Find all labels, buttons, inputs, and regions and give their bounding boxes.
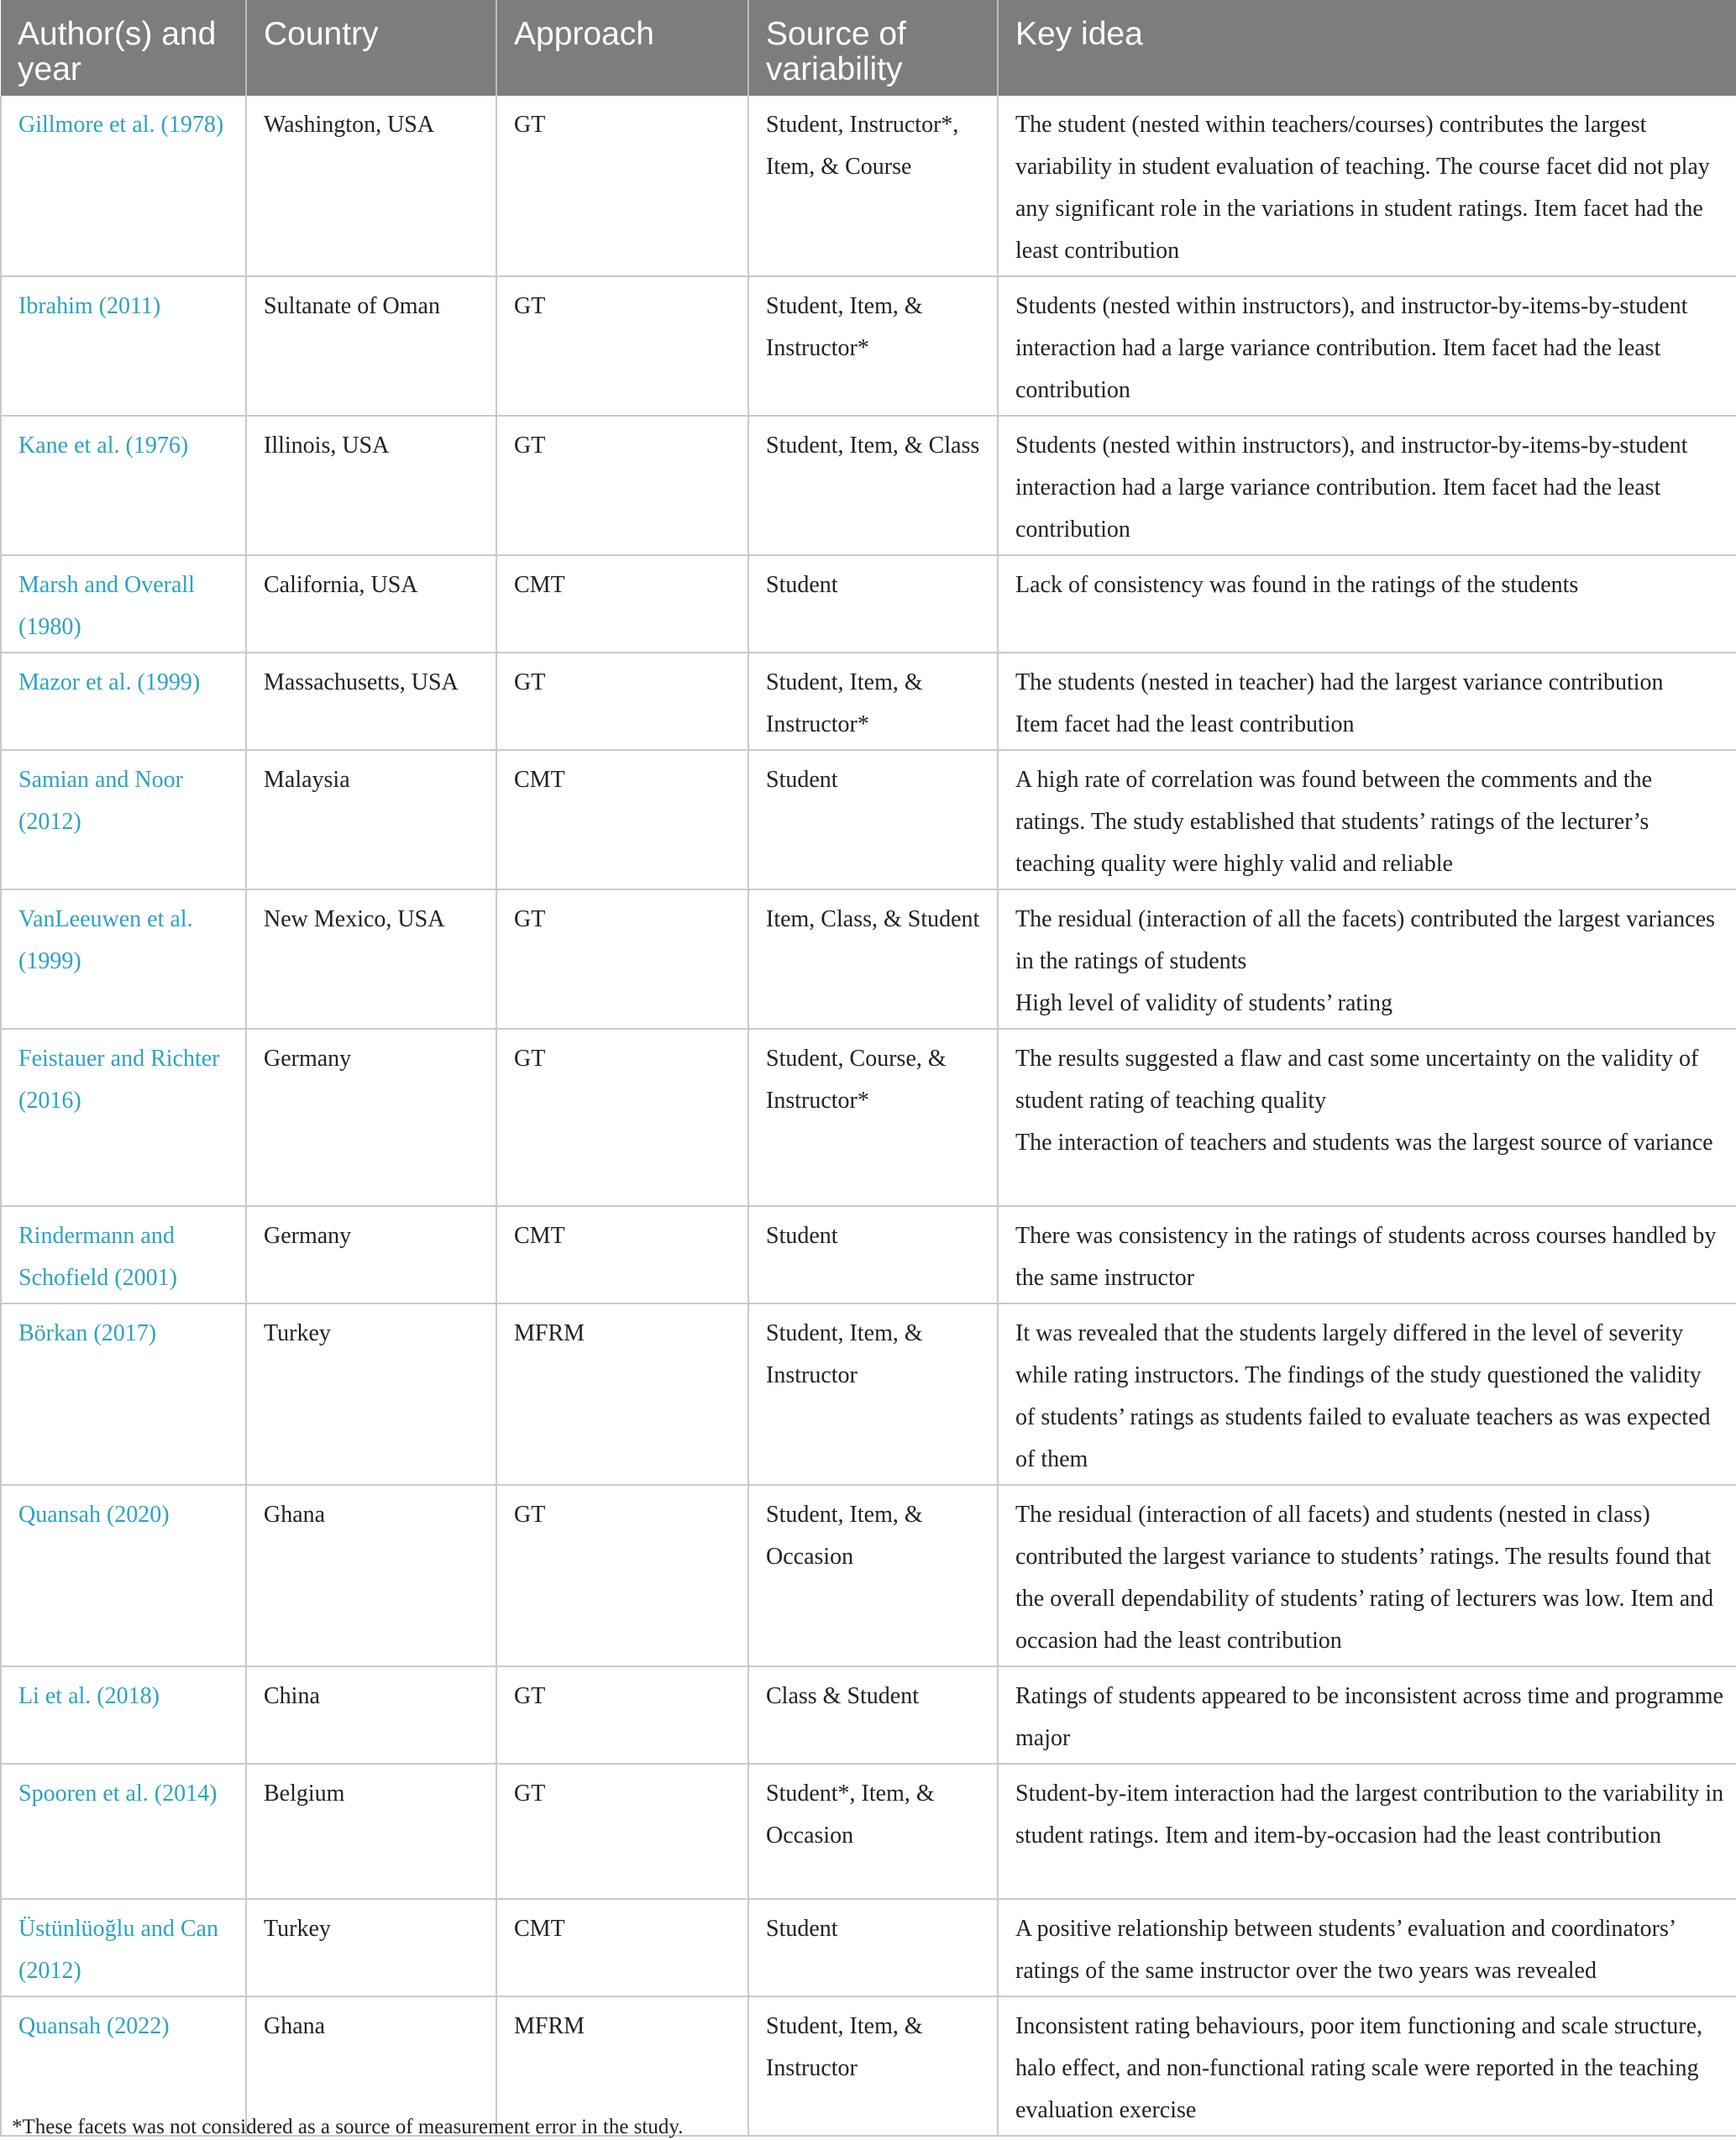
cell-key-idea: There was consistency in the ratings of students across courses handled by the same instructor — [998, 1206, 1736, 1303]
cell-author[interactable]: Marsh and Overall (1980) — [1, 555, 246, 653]
cell-approach: GT — [496, 1485, 748, 1666]
table-row — [1, 276, 1736, 416]
table-row — [1, 1485, 1736, 1666]
cell-approach: CMT — [496, 750, 748, 889]
cell-key-idea: It was revealed that the students largely differed in the level of severity while rating instructors. The findings of the study questioned the validity of students’ ratings as students failed to evaluate teachers as was expected of them — [998, 1303, 1736, 1485]
cell-country: Washington, USA — [246, 96, 496, 276]
table-row — [1, 416, 1736, 555]
cell-author[interactable]: Rindermann and Schofield (2001) — [1, 1206, 246, 1303]
table-row — [1, 1764, 1736, 1899]
cell-source-of-variability: Student — [748, 1206, 998, 1303]
cell-source-of-variability: Item, Class, & Student — [748, 889, 998, 1029]
cell-key-idea: The residual (interaction of all the facets) contributed the largest variances in the ratings of students High level of validity of students’ rating — [998, 889, 1736, 1029]
cell-author[interactable]: Mazor et al. (1999) — [1, 653, 246, 750]
cell-approach: GT — [496, 653, 748, 750]
cell-source-of-variability: Student, Item, & Class — [748, 416, 998, 555]
cell-source-of-variability: Student, Item, & Instructor — [748, 1996, 998, 2136]
cell-author[interactable]: Li et al. (2018) — [1, 1666, 246, 1764]
table-row — [1, 889, 1736, 1029]
cell-source-of-variability: Student, Course, & Instructor* — [748, 1029, 998, 1206]
cell-country: Malaysia — [246, 750, 496, 889]
header-country: Country — [246, 0, 496, 96]
cell-approach: GT — [496, 416, 748, 555]
cell-author[interactable]: Ibrahim (2011) — [1, 276, 246, 416]
cell-source-of-variability: Student, Item, & Occasion — [748, 1485, 998, 1666]
cell-source-of-variability: Student — [748, 1899, 998, 1996]
cell-author[interactable]: Üstünlüoğlu and Can (2012) — [1, 1899, 246, 1996]
cell-country: Germany — [246, 1029, 496, 1206]
cell-approach: GT — [496, 276, 748, 416]
table-header — [1, 0, 1736, 96]
cell-key-idea: The residual (interaction of all facets) and students (nested in class) contributed the largest variance to students’ ratings. The results found that the overall dependability of students’ rating of lecturers was low. Item and occasion had the least contribution — [998, 1485, 1736, 1666]
table-row — [1, 653, 1736, 750]
cell-author[interactable]: Feistauer and Richter (2016) — [1, 1029, 246, 1206]
cell-key-idea: Inconsistent rating behaviours, poor item functioning and scale structure, halo effect, and non-functional rating scale were reported in the teaching evaluation exercise — [998, 1996, 1736, 2136]
cell-source-of-variability: Student — [748, 750, 998, 889]
footnote: *These facets was not considered as a source of measurement error in the study. — [12, 2116, 684, 2138]
cell-approach: MFRM — [496, 1996, 748, 2136]
cell-approach: GT — [496, 1764, 748, 1899]
cell-author[interactable]: Quansah (2020) — [1, 1485, 246, 1666]
cell-author[interactable]: Quansah (2022) — [1, 1996, 246, 2136]
cell-key-idea: Students (nested within instructors), and instructor-by-items-by-student interaction had a large variance contribution. Item facet had the least contribution — [998, 416, 1736, 555]
cell-country: China — [246, 1666, 496, 1764]
table-row — [1, 1899, 1736, 1996]
cell-key-idea: The student (nested within teachers/courses) contributes the largest variability in student evaluation of teaching. The course facet did not play any significant role in the variations in student ratings. Item facet had the least contribution — [998, 96, 1736, 276]
cell-author[interactable]: Gillmore et al. (1978) — [1, 96, 246, 276]
cell-country: Ghana — [246, 1996, 496, 2136]
cell-country: Sultanate of Oman — [246, 276, 496, 416]
cell-approach: GT — [496, 1666, 748, 1764]
cell-author[interactable]: Kane et al. (1976) — [1, 416, 246, 555]
cell-approach: CMT — [496, 555, 748, 653]
table-row — [1, 1303, 1736, 1485]
table-row — [1, 1029, 1736, 1206]
table-row — [1, 555, 1736, 653]
cell-source-of-variability: Student, Item, & Instructor — [748, 1303, 998, 1485]
cell-key-idea: Lack of consistency was found in the ratings of the students — [998, 555, 1736, 653]
header-author-year: Author(s) and year — [1, 0, 246, 96]
cell-country: Illinois, USA — [246, 416, 496, 555]
cell-approach: GT — [496, 1029, 748, 1206]
table-row — [1, 1206, 1736, 1303]
cell-approach: CMT — [496, 1899, 748, 1996]
cell-country: Ghana — [246, 1485, 496, 1666]
cell-key-idea: Students (nested within instructors), and instructor-by-items-by-student interaction had a large variance contribution. Item facet had the least contribution — [998, 276, 1736, 416]
cell-key-idea: Ratings of students appeared to be inconsistent across time and programme major — [998, 1666, 1736, 1764]
cell-key-idea: Student-by-item interaction had the largest contribution to the variability in student ratings. Item and item-by-occasion had the least contribution — [998, 1764, 1736, 1899]
header-source-of-variability: Source of variability — [748, 0, 998, 96]
cell-key-idea: A high rate of correlation was found between the comments and the ratings. The study established that students’ ratings of the lecturer’s teaching quality were highly valid and reliable — [998, 750, 1736, 889]
cell-source-of-variability: Student, Item, & Instructor* — [748, 653, 998, 750]
cell-source-of-variability: Student, Item, & Instructor* — [748, 276, 998, 416]
header-key-idea: Key idea — [998, 0, 1736, 96]
header-approach: Approach — [496, 0, 748, 96]
cell-country: Turkey — [246, 1303, 496, 1485]
header-row — [1, 0, 1736, 96]
cell-country: Belgium — [246, 1764, 496, 1899]
cell-country: California, USA — [246, 555, 496, 653]
cell-source-of-variability: Student — [748, 555, 998, 653]
cell-country: Massachusetts, USA — [246, 653, 496, 750]
cell-key-idea: A positive relationship between students’ evaluation and coordinators’ ratings of the same instructor over the two years was revealed — [998, 1899, 1736, 1996]
cell-country: New Mexico, USA — [246, 889, 496, 1029]
cell-approach: MFRM — [496, 1303, 748, 1485]
cell-source-of-variability: Student*, Item, & Occasion — [748, 1764, 998, 1899]
table-row — [1, 96, 1736, 276]
cell-approach: CMT — [496, 1206, 748, 1303]
cell-country: Germany — [246, 1206, 496, 1303]
cell-key-idea: The students (nested in teacher) had the largest variance contribution Item facet had the least contribution — [998, 653, 1736, 750]
cell-source-of-variability: Student, Instructor*, Item, & Course — [748, 96, 998, 276]
cell-source-of-variability: Class & Student — [748, 1666, 998, 1764]
table-row — [1, 750, 1736, 889]
cell-author[interactable]: VanLeeuwen et al. (1999) — [1, 889, 246, 1029]
cell-author[interactable]: Spooren et al. (2014) — [1, 1764, 246, 1899]
cell-approach: GT — [496, 96, 748, 276]
cell-key-idea: The results suggested a flaw and cast some uncertainty on the validity of student rating of teaching quality The interaction of teachers and students was the largest source of variance — [998, 1029, 1736, 1206]
cell-country: Turkey — [246, 1899, 496, 1996]
cell-author[interactable]: Börkan (2017) — [1, 1303, 246, 1485]
table-body — [1, 96, 1736, 2136]
cell-author[interactable]: Samian and Noor (2012) — [1, 750, 246, 889]
cell-approach: GT — [496, 889, 748, 1029]
table-row — [1, 1666, 1736, 1764]
